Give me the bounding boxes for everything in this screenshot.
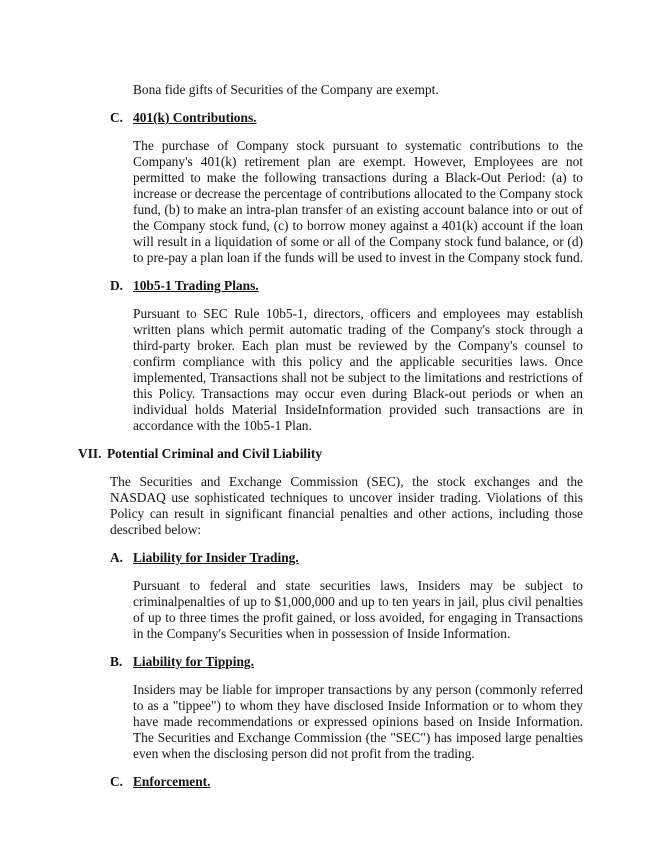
paragraph-tipping-body: Insiders may be liable for improper transactions by any person (commonly referred to as a "tippee") to whom they have disclosed Inside Information or to whom they have made recommendations or expressed opinions based on Inside Information. The Securities and Exchange Commission (the "SEC") has imposed large penalties even when the disclosing person did not profit from the trading. [133, 682, 583, 761]
heading-section-vii [78, 446, 670, 462]
heading-letter-c: C. [110, 110, 124, 125]
heading-title-10b51-trading-plans: 10b5-1 Trading Plans. [133, 278, 259, 293]
paragraph-vii-intro: The Securities and Exchange Commission (SEC), the stock exchanges and the NASDAQ use sophisticated techniques to uncover insider trading. Violations of this Policy can result in significant financial penalties and other actions, including those described below: [110, 474, 583, 537]
paragraph-401k-body: The purchase of Company stock pursuant to systematic contributions to the Company's 401(k) retirement plan are exempt. However, Employees are not permitted to make the following transactions during a Black-Out Period: (a) to increase or decrease the percentage of contributions allocated to the Company stock fund, (b) to make an intra-plan transfer of an existing account balance into or out of the Company stock fund, (c) to borrow money against a 401(k) account if the loan will result in a liquidation of some or all of the Company stock fund balance, or (d) to pre-pay a plan loan if the funds will be used to invest in the Company stock fund. [133, 138, 583, 265]
paragraph-10b51-body: Pursuant to SEC Rule 10b5-1, directors, officers and employees may establish written plans which permit automatic trading of the Company's stock through a third-party broker. Each plan must be reviewed by the Company's counsel to confirm compliance with this policy and the applicable securities laws. Once implemented, Transactions shall not be subject to the limitations and restrictions of this Policy. Transactions may occur even during Black-out periods or when an individual holds Material InsideInformation provided such transactions are in accordance with the 10b5-1 Plan. [133, 306, 583, 433]
heading-title-liability-tipping: Liability for Tipping. [133, 654, 254, 669]
heading-liability-insider-trading [110, 550, 670, 566]
heading-liability-tipping [110, 654, 670, 670]
paragraph-bona-fide-gifts: Bona fide gifts of Securities of the Company are exempt. [133, 82, 439, 97]
heading-title-enforcement: Enforcement. [133, 774, 211, 789]
heading-letter-c-enforcement: C. [110, 774, 124, 789]
heading-enforcement [110, 774, 670, 790]
heading-letter-b: B. [110, 654, 123, 669]
heading-letter-d: D. [110, 278, 124, 293]
paragraph-insider-trading-body: Pursuant to federal and state securities laws, Insiders may be subject to criminalpenalties of up to $1,000,000 and up to ten years in jail, plus civil penalties of up to three times the profit gained, or loss avoided, for engaging in Transactions in the Company's Securities when in possession of Inside Information. [133, 578, 583, 641]
heading-letter-a: A. [110, 550, 124, 565]
heading-401k-contributions [110, 110, 670, 126]
heading-numeral-vii: VII. [78, 446, 102, 461]
heading-title-liability-insider-trading: Liability for Insider Trading. [133, 550, 299, 565]
heading-title-potential-liability: Potential Criminal and Civil Liability [107, 446, 323, 461]
heading-10b51-trading-plans [110, 278, 670, 294]
heading-title-401k-contributions: 401(k) Contributions. [133, 110, 257, 125]
